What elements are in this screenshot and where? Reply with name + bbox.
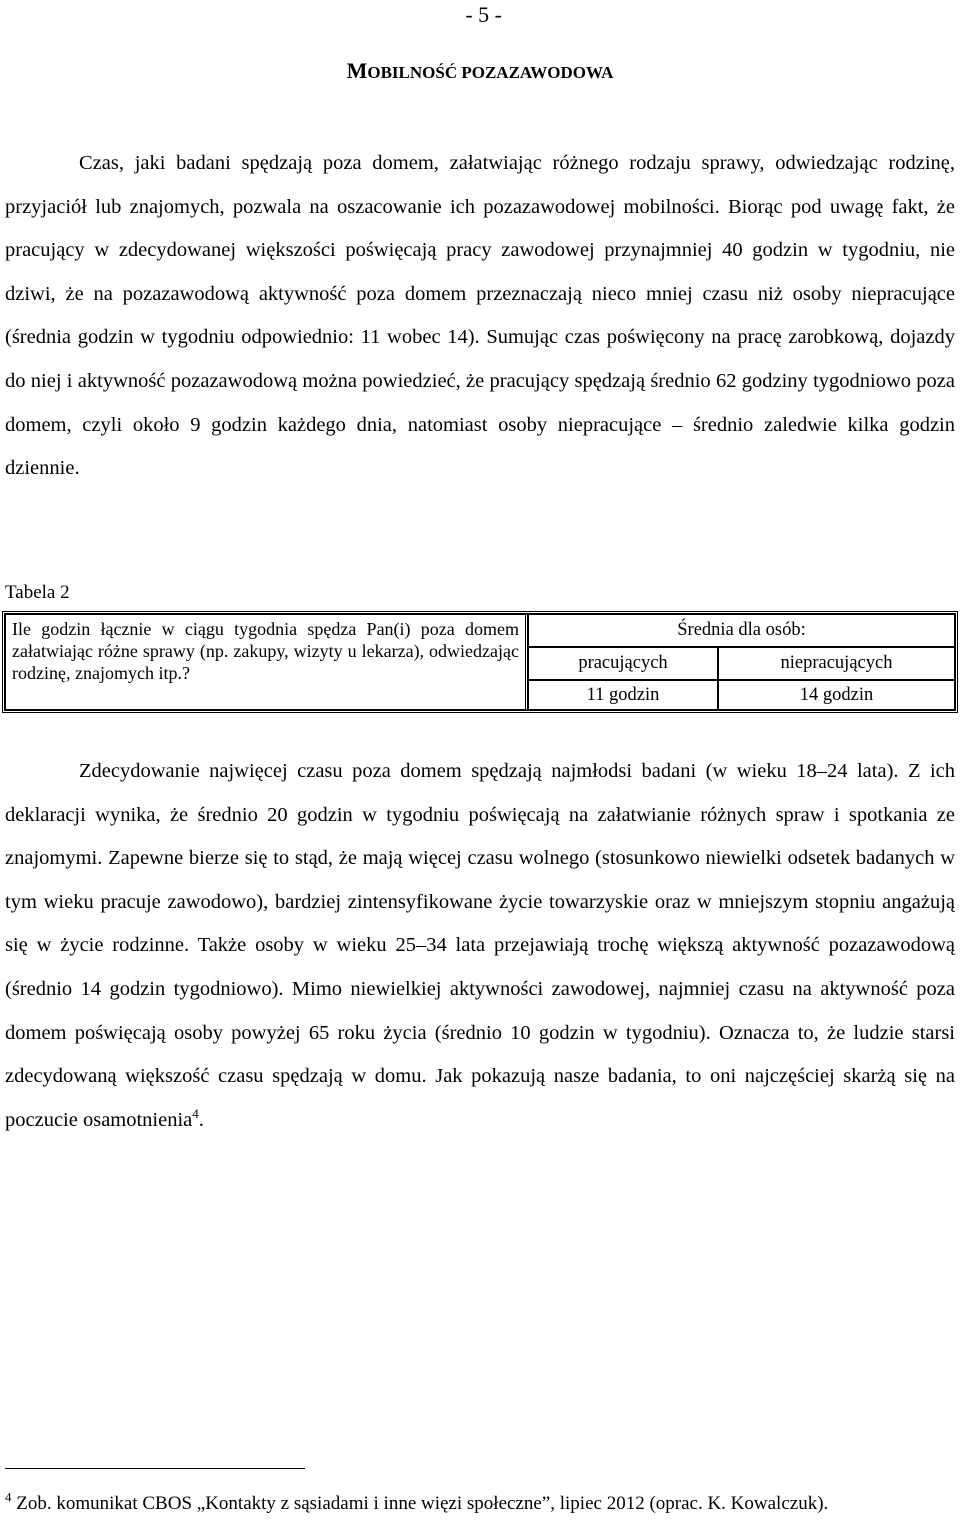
table-group-header: Średnia dla osób: (528, 614, 955, 647)
table-col-header-unemployed: niepracujących (718, 647, 955, 680)
table-cell-unemployed: 14 godzin (718, 680, 955, 710)
paragraph-1-text: Czas, jaki badani spędzają poza domem, załatwiając różnego rodzaju sprawy, odwiedzając rodzinę, przyjaciół lub znajomych, pozwala na oszacowanie ich pozazawodowej mobilności. Biorąc pod uwagę fakt, że pracujący w zdecydowanej większości poświęcają pracy zawodowej przynajmniej 40 godzin w tygodniu, nie dziwi, że na pozazawodową aktywność poza domem przeznaczają nieco mniej czasu niż osoby niepracujące (średnia godzin w tygodniu odpowiednio: 11 wobec 14). Sumując czas poświęcony na pracę zarobkową, dojazdy do niej i aktywność pozazawodową można powiedzieć, że pracujący spędzają średnio 62 godziny tygodniowo poza domem, czyli około 9 godzin każdego dnia, natomiast osoby niepracujące – średnio zaledwie kilka godzin dziennie. (5, 152, 955, 480)
table-label: Tabela 2 (5, 582, 70, 603)
paragraph-age-groups (5, 750, 955, 1142)
footnote (5, 1489, 829, 1515)
table-question: Ile godzin łącznie w ciągu tygodnia spędza Pan(i) poza domem załatwiając różne sprawy (np. zakupy, wizyty u lekarza), odwiedzając rodzinę, znajomych itp.? (5, 614, 528, 710)
paragraph-2-text: Zdecydowanie najwięcej czasu poza domem spędzają najmłodsi badani (w wieku 18–24 lata). Z ich deklaracji wynika, że średnio 20 godzin w tygodniu poświęcają na załatwianie różnych spraw i spotkania ze znajomymi. Zapewne bierze się to stąd, że mają więcej czasu wolnego (stosunkowo niewielki odsetek badanych w tym wieku pracuje zawodowo), bardziej zintensyfikowane życie towarzyskie oraz w mniejszym stopniu angażują się w życie rodzinne. Także osoby w wieku 25–34 lata przejawiają trochę większą aktywność pozazawodową (średnio 14 godzin tygodniowo). Mimo niewielkiej aktywności zawodowej, najmniej czasu na aktywność poza domem poświęcają osoby powyżej 65 roku życia (średnio 10 godzin w tygodniu). Oznacza to, że ludzie starsi zdecydowaną większość czasu spędzają w domu. Jak pokazują nasze badania, to oni najczęściej skarżą się na poczucie osamotnienia (5, 760, 955, 1131)
section-heading (0, 58, 960, 84)
heading-initial: M (346, 58, 368, 83)
footnote-text: Zob. komunikat CBOS „Kontakty z sąsiadami i inne więzi społeczne”, lipiec 2012 (oprac. K. Kowalczuk). (11, 1493, 829, 1514)
footnote-separator (5, 1468, 305, 1469)
footnote-marker: 4 (5, 1489, 12, 1505)
table-col-header-employed: pracujących (528, 647, 718, 680)
page-number: - 5 - (465, 2, 502, 27)
paragraph-2-end: . (198, 1108, 204, 1131)
table-cell-employed: 11 godzin (528, 680, 718, 710)
heading-rest: OBILNOŚĆ POZAZAWODOWA (367, 63, 614, 82)
footnote-reference[interactable]: 4 (192, 1105, 199, 1121)
paragraph-mobility-intro (5, 142, 955, 491)
survey-table (2, 611, 958, 713)
